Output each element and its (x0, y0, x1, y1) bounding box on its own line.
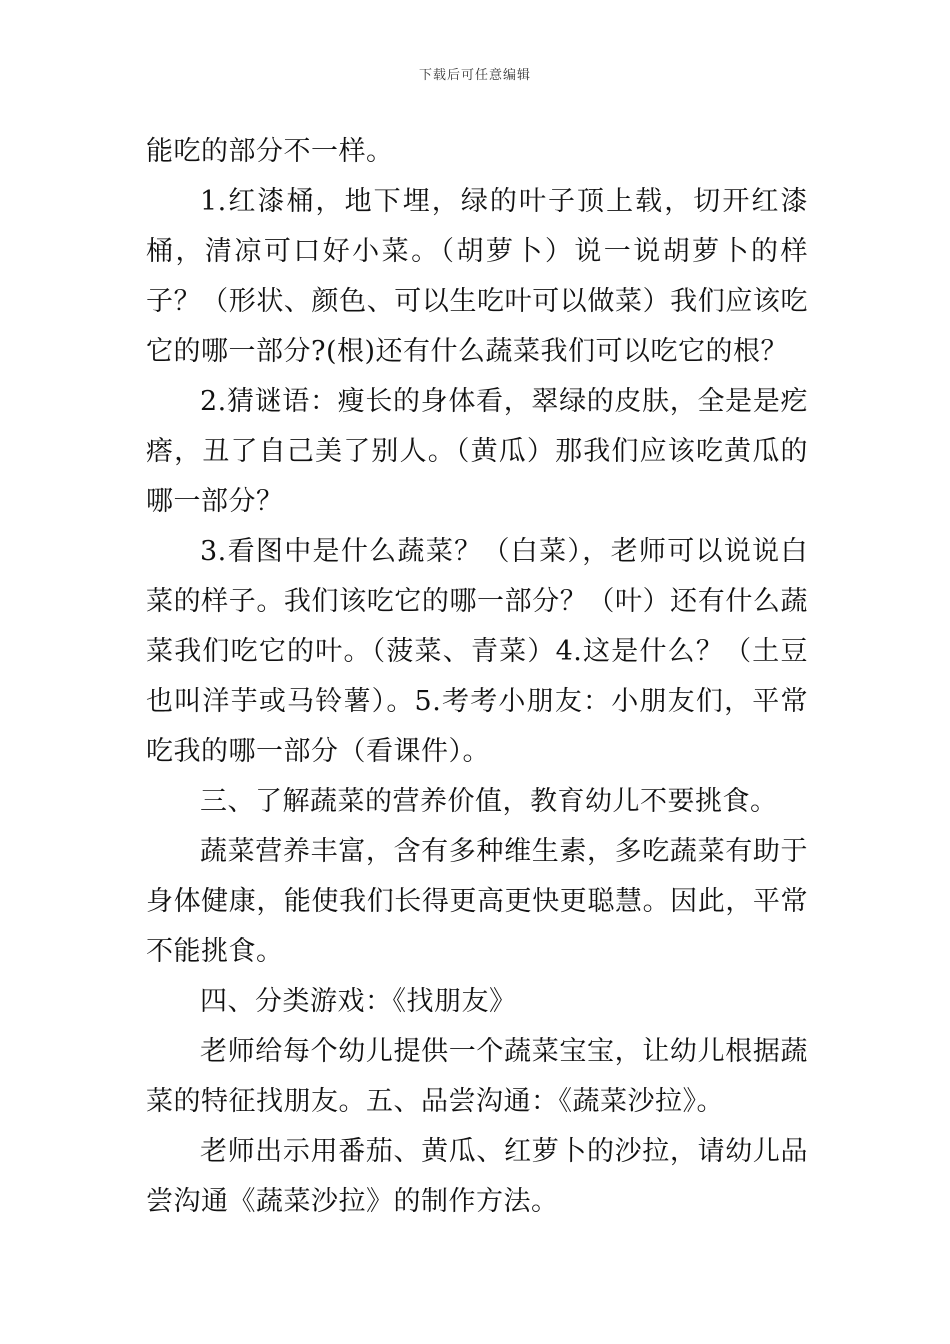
paragraph: 3.看图中是什么蔬菜？（白菜），老师可以说说白菜的样子。我们该吃它的哪一部分？（叶）还有什么蔬菜我们吃它的叶。（菠菜、青菜）4.这是什么？（土豆也叫洋芋或马铃薯）。5.考考小朋友：小朋友们，平常吃我的哪一部分（看课件）。 (146, 536, 808, 767)
page-header: 下载后可任意编辑 (418, 68, 531, 83)
paragraph: 1.红漆桶，地下埋，绿的叶子顶上载，切开红漆桶，清凉可口好小菜。（胡萝卜）说一说胡萝卜的样子？（形状、颜色、可以生吃叶可以做菜）我们应该吃它的哪一部分?(根)还有什么蔬菜我们可以吃它的根？ (146, 186, 808, 367)
paragraph: 蔬菜营养丰富，含有多种维生素，多吃蔬菜有助于身体健康，能使我们长得更高更快更聪慧。因此，平常不能挑食。 (146, 836, 808, 967)
section-heading: 四、分类游戏：《找朋友》 (200, 986, 517, 1017)
document-body (146, 127, 808, 1227)
paragraph: 2.猜谜语：瘦长的身体看，翠绿的皮肤，全是是疙瘩，丑了自己美了别人。（黄瓜）那我们应该吃黄瓜的哪一部分？ (146, 386, 808, 517)
paragraph: 老师给每个幼儿提供一个蔬菜宝宝，让幼儿根据蔬菜的特征找朋友。五、品尝沟通：《蔬菜沙拉》。 (146, 1036, 808, 1117)
paragraph: 能吃的部分不一样。 (146, 136, 394, 167)
section-heading: 三、了解蔬菜的营养价值，教育幼儿不要挑食。 (200, 786, 778, 817)
paragraph: 老师出示用番茄、黄瓜、红萝卜的沙拉，请幼儿品尝沟通《蔬菜沙拉》的制作方法。 (146, 1136, 808, 1217)
